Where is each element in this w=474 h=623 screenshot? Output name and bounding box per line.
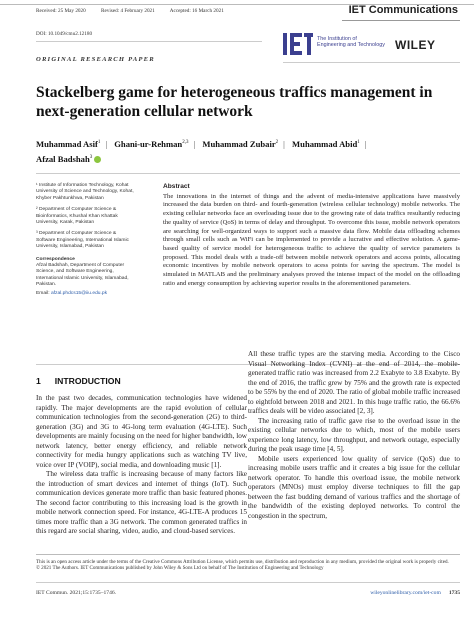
intro-right-column [248,350,460,521]
author-list: Muhammad Asif$^1$ | Ghani-ur-Rehman$^{2,3}$ | Muhammad Zubair$^2$ | Muhammad Abid$^1$ | Afzal Badshah$^3$ [36,138,367,164]
correspondence-body: Afzal Badshah, Department of Computer Science, and Software Engineering, International Islamic University, Islamabad, Pakistan. [36,263,129,288]
section-title: INTRODUCTION [54,376,121,386]
journal-rule [342,20,460,21]
iet-logo-line1: The Institution of [317,36,357,42]
wiley-logo[interactable]: WILEY [395,38,436,52]
footnotes [36,559,460,572]
footer-rule [36,582,460,583]
journal-name[interactable]: IET Communications [348,4,458,16]
author[interactable]: Ghani-ur-Rehman$^{2,3}$ [114,138,189,149]
footnote-rule [36,554,460,555]
license-note: This is an open access article under the terms of the Creative Commons Attribution License, which permits use, distribution and reproduction in any medium, provided the original work is properly cited. [36,559,449,565]
author[interactable]: Muhammad Asif$^1$ [36,138,101,149]
affiliation: ² Department of Computer Science & Bioinformatics, Khushal Khan Khattak University, Karak, Pakistan [36,207,118,226]
footer-citation: IET Commun. 2021;15:1735–1746. [36,590,117,596]
received-date: Received: 25 May 2020 [36,8,86,14]
author[interactable]: Muhammad Zubair$^2$ [202,138,279,149]
accepted-date: Accepted: 16 March 2021 [169,8,224,14]
abstract [163,183,460,288]
abstract-heading: Abstract [163,183,190,190]
paragraph: In the past two decades, communication technologies have widened rapidly. The major developments are the rapid evolution of cellular communication technologies from the second-generation (2G) to third-generation (3G) and 3G to 4G-long term evaluation (4G-LTE). Such developments are mainly focusing on the need for higher bandwidth, low network latency, better energy efficiency, and reliable network connectivity for media hungry applications such as watching TV live, voice over IP (VOIP), social media, and downloading music [1]. [36,394,247,469]
footer-url[interactable]: wileyonlinelibrary.com/iet-com [370,590,441,596]
correspondence-heading: Correspondence [36,256,75,262]
page-number: 1735 [448,590,460,596]
authors-rule [36,173,460,174]
section-heading [36,376,121,386]
article-type: ORIGINAL RESEARCH PAPER [36,56,155,63]
iet-logo-mark-icon [283,33,313,57]
iet-logo-text [317,36,385,49]
paragraph: The increasing ratio of traffic gave rise to the overload issue in the existing cellular networks due to which, most of the mobile users experience long latency, low throughput, and network outage, especially during the peak usage time [4, 5]. [248,416,460,453]
paragraph: Mobile users experienced low quality of service (QoS) due to increasing mobile users traffic and it creates a big issue for the cellular network operator. To handle this overload issue, the mobile network operators (MNOs) must employ diverse techniques to fill the gap between the fast budding demand of various traffics and the shortage of the bandwidth of the existing deployed networks. To control the congestion in the spectrum, [248,454,460,520]
affiliation: ¹ Institute of Information Technology, Kohat University of Science and Technology, Kohat, Khyber Pakhtunkhwa, Pakistan [36,183,134,201]
affiliation: ³ Department of Computer Science & Software Engineering, International Islamic University, Islamabad, Pakistan [36,231,129,250]
iet-logo-line2: Engineering and Technology [317,42,385,49]
orcid-icon[interactable] [94,156,101,163]
revised-date: Revised: 4 February 2021 [101,8,155,14]
footer-right [370,590,460,596]
affiliations [36,183,136,302]
doi[interactable]: DOI: 10.1049/cmu2.12180 [36,31,93,37]
section-number: 1 [36,376,41,386]
doi-rule [36,41,262,42]
intro-left-column [36,394,247,537]
article-title: Stackelberg game for heterogeneous traffics management in next-generation cellular network [36,84,433,120]
copyright-note: © 2021 The Authors. IET Communications published by John Wiley & Sons Ltd on behalf of The Institution of Engineering and Technology [36,565,324,572]
email-label: Email: [36,290,50,296]
author[interactable]: Muhammad Abid$^1$ [292,138,360,149]
paragraph: The wireless data traffic is increasing because of many factors like the introduction of smart devices and internet of things (IoT). Such communication devices generate more traffic than basic featured phones. The second factor contributing to this increasing load is the growth in mobile network connection speed. For instance, 4G-LTE-A produces 15 times more traffic than a 3G network. The common generated traffics in this regard are social sharing, video, audio, and cloud-based services. [36,470,247,535]
received-dates [36,8,238,14]
email-link[interactable]: afzal.phdcs15@iiu.edu.pk [50,290,108,296]
logo-rule [283,62,460,63]
paragraph: All these traffic types are the starving media. According to the Cisco Visual Networking Index (CVNI) at the end of 2014, the mobile-generated traffic ratio was increased from 2.2 Exabyte to 3.8 Exabyte. By the end of 2016, the traffic grew by 75% and the growth rate is expected to be 55% by the end of 2020. The ratio of global mobile traffic increased to eightfold between 2018 and 2021. In this huge traffic ratio, the 66.6% traffics deals will be video associated [2, 3]. [248,350,460,415]
abstract-text: The innovations in the internet of things and the advent of media-intensive applications have massively increased the data burden on third- and fourth-generation (wireless cellular technology) mobile networks. The existing cellular networks face an overloading issue due to the growing rate of data traffics resultantly reducing the quality of service (QoS) in terms of delay and throughput. To overcome this issue, mobile network operators are searching for well-organized ways to support such a massive data flow. Mobile data offloading schemes through small cells such as WiFi can be implemented to provide a lucrative and effective solution. A game-based quality of service model for heterogeneous traffic to achieve the quality of service parameters is proposed. This model deals with a trade-off between mobile network operators and access points, allocating economic incentives by mobile network operators to acess points for saving the spectrum. The model is simulated in MATLAB and the preliminary analyses proved the intense impact of the model on the offloading ratio and energy consumption by achieving superior results in the aforementioned parameters. [163,192,460,287]
author[interactable]: Afzal Badshah$^3$ [36,154,101,164]
